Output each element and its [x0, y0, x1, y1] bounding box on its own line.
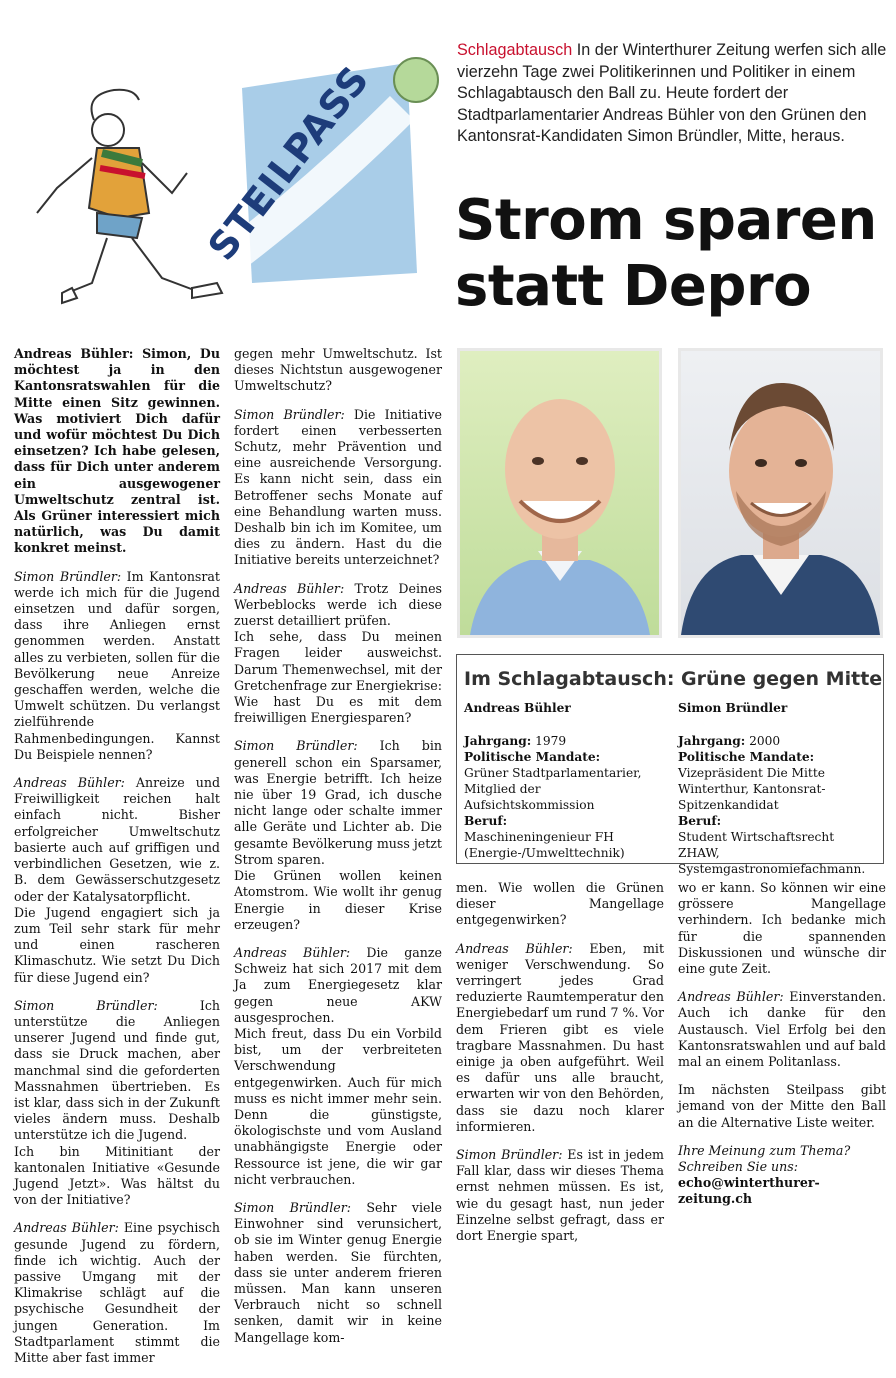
- person1-jahrgang: 1979: [535, 734, 567, 748]
- paragraph-text: Im nächsten Steilpass gibt jemand von der Mitte den Ball an die Alternative Liste weiter.: [678, 1082, 886, 1130]
- article-paragraph: [456, 941, 664, 1135]
- continued-text: Ich sehe, dass Du meinen Fragen leider ausweichst. Darum Themenwechsel, mit der Gretchenfrage zur Energiekrise: Wie hast Du es mit dem freiwilligen Energiesparen?: [234, 629, 442, 726]
- speaker-name: Andreas Bühler:: [234, 580, 345, 596]
- article-paragraph: [14, 775, 220, 986]
- photo-andreas-buehler: [457, 348, 662, 638]
- answer-text: Trotz Deines Werbeblocks werde ich diese zuerst detailliert prüfen.: [234, 580, 442, 629]
- intro-paragraph: [457, 40, 887, 148]
- infobox-title: Im Schlagabtausch: Grüne gegen Mitte: [464, 668, 883, 690]
- speaker-name: Andreas Bühler:: [456, 940, 573, 956]
- article-paragraph: [678, 1082, 886, 1131]
- person1-beruf: Maschineningenieur FH (Energie-/Umwelttechnik): [464, 830, 625, 860]
- infobox-person-2: [678, 700, 878, 877]
- person2-mandate-label: Politische Mandate:: [678, 750, 815, 764]
- column-4-body: [678, 880, 886, 1131]
- answer-text: Die ganze Schweiz hat sich 2017 mit dem Ja zum Energiegesetz klar gegen neue AKW ausgesprochen.: [234, 944, 442, 1025]
- answer-text: Anreize und Freiwilligkeit reichen halt einfach nicht. Bisher erfolgreicher Umweltschutz basierte auch auf griffigen und verbindlichen Gesetzen, wie z. B. dem Gewässerschutzgesetz oder der Katalysatorpflicht.: [14, 775, 221, 904]
- article-paragraph: [678, 880, 886, 977]
- answer-text: Sehr viele Einwohner sind verunsichert, ob sie im Winter genug Energie haben werden. Sie fürchten, dass sie unter anderem frieren müssen. Man kann unseren Verbrauch nicht so schnell senken, damit wir in keine Mangellage kom-: [234, 1199, 442, 1345]
- person2-mandate: Vizepräsident Die Mitte Winterthur, Kantonsrat-Spitzenkandidat: [678, 766, 826, 812]
- speaker-name: Andreas Bühler:: [14, 775, 125, 791]
- person2-jahrgang-label: Jahrgang:: [678, 734, 746, 748]
- speaker-name: Simon Bründler:: [234, 1199, 351, 1215]
- photo-simon-bruendler: [678, 348, 883, 638]
- article-paragraph: [14, 346, 220, 557]
- text-column-4: [678, 880, 886, 1208]
- speaker-name: Simon Bründler:: [456, 1147, 563, 1163]
- speaker-name: Andreas Bühler:: [234, 944, 351, 960]
- contact-prompt-1: Ihre Meinung zum Thema?: [678, 1142, 851, 1158]
- continued-text: Die Jugend engagiert sich ja zum Teil sehr stark für mehr und einen rascheren Klimaschutz. Wie setzt Du Dich für diese Jugend ein?: [14, 904, 220, 985]
- article-paragraph: [14, 1220, 220, 1366]
- contact-block: [678, 1143, 886, 1175]
- answer-text: Eine psychisch gesunde Jugend zu fördern, finde ich wichtig. Auch der passive Umgang mit der Klimakrise schlägt auf die psychische Gesundheit der jungen Generation. Im Stadtparlament stimmt die Mitte aber fast immer: [14, 1220, 220, 1365]
- text-column-2: [234, 346, 442, 1358]
- person1-beruf-label: Beruf:: [464, 814, 508, 828]
- article-paragraph: [234, 945, 442, 1188]
- article-paragraph: [14, 998, 220, 1209]
- paragraph-text: wo er kann. So können wir eine grössere Mangellage verhindern. Ich bedanke mich für die spannenden Diskussionen und wünsche dir eine gute Zeit.: [678, 880, 886, 977]
- headline-line2: statt Depro: [455, 254, 812, 319]
- answer-text: Im Kantonsrat werde ich mich für die Jugend einsetzen und dafür sorgen, dass ihre Anliegen ernst genommen werden. Anstatt alles zu verbieten, sollen für die Bevölkerung neue Anreize geschaffen werden, welche die Umwelt schützen. Du verlangst zielführende Rahmenbedingungen. Kannst Du Beispiele nennen?: [14, 568, 220, 762]
- article-paragraph: [456, 880, 664, 929]
- article-paragraph: [456, 1147, 664, 1244]
- answer-text: Die Initiative fordert einen verbesserten Schutz, mehr Prävention und eine ausreichende Versorgung. Es kann nicht sein, dass ein Betroffener sechs Monate auf eine Behandlung warten muss. Deshalb bin ich im Komitee, um dies zu ändern. Hast du die Initiative bereits unterzeichnet?: [234, 406, 442, 568]
- continued-text: Ich bin Mitinitiant der kantonalen Initiative «Gesunde Jugend Jetzt». Was hältst du von der Initiative?: [14, 1143, 220, 1208]
- continued-text: Mich freut, dass Du ein Vorbild bist, um der verbreiteten Verschwendung entgegenwirken. Auch für mich muss es nicht immer mehr sein. Denn die günstigste, ökologischste und vom Ausland unabhängigste Energie oder Ressource ist jene, die wir gar nicht verbrauchen.: [234, 1025, 442, 1187]
- person1-name: Andreas Bühler: [464, 701, 571, 715]
- person1-mandate: Grüner Stadtparlamentarier, Mitglied der Aufsichtskommission: [464, 766, 642, 812]
- text-column-1: [14, 346, 220, 1378]
- person2-beruf: Student Wirtschaftsrecht ZHAW, Systemgastronomiefachmann.: [678, 830, 866, 876]
- portrait-simon-icon: [681, 351, 880, 635]
- article-paragraph: [234, 407, 442, 569]
- article-paragraph: [234, 346, 442, 395]
- speaker-name: Simon Bründler:: [234, 738, 358, 754]
- article-paragraph: [234, 1200, 442, 1346]
- portrait-andreas-icon: [460, 351, 659, 635]
- answer-text: Ich unterstütze die Anliegen unserer Jugend und finde gut, dass sie Druck machen, aber manchmal sind die geforderten Massnahmen übertrieben. Es ist klar, dass sich in der Zukunft vieles ändern muss. Deshalb unterstütze ich die Jugend.: [14, 997, 220, 1143]
- intro-kicker: Schlagabtausch: [457, 41, 573, 59]
- paragraph-text: gegen mehr Umweltschutz. Ist dieses Nichtstun ausgewogener Umweltschutz?: [234, 346, 442, 394]
- article-paragraph: [234, 738, 442, 932]
- contact-prompt-2: Schreiben Sie uns:: [678, 1159, 798, 1175]
- headline-line1: Strom sparen: [455, 188, 877, 253]
- steilpass-logo-text: STEILPASS: [199, 57, 378, 269]
- ball-icon: [394, 58, 438, 102]
- answer-text: Es ist in jedem Fall klar, dass wir dieses Thema ernst nehmen müssen. Es ist, wie du gesagt hast, nun jeder Einzelne selbst gefragt, dass er dort Energie spart,: [456, 1147, 664, 1244]
- person1-mandate-label: Politische Mandate:: [464, 750, 601, 764]
- answer-text: Ich bin generell schon ein Sparsamer, was Energie betrifft. Ich heize nie über 19 Grad, ich dusche nicht lange oder schalte immer alle Geräte und Lichter ab. Die gesamte Bevölkerung muss jetzt Strom sparen.: [234, 738, 442, 867]
- answer-text: Eben, mit weniger Verschwendung. So verringert jedes Grad reduzierte Raumtemperatur den Energiebedarf um rund 7 %. Vor dem Frieren gibt es viele tragbare Massnahmen. Du hast einige ja oben aufgeführt. Weil es dafür uns alle braucht, erwarten wir von den Behörden, dass sie dazu noch klarer informieren.: [456, 940, 664, 1134]
- runner-figure: [37, 90, 222, 303]
- speaker-name: Simon Bründler:: [234, 406, 345, 422]
- speaker-name: Andreas Bühler:: [14, 1220, 119, 1236]
- person2-name: Simon Bründler: [678, 701, 788, 715]
- contact-email-link[interactable]: echo@winterthurer-zeitung.ch: [678, 1175, 820, 1207]
- infobox-person-1: [464, 700, 664, 861]
- speaker-name: Simon Bründler:: [14, 568, 122, 584]
- paragraph-text: men. Wie wollen die Grünen dieser Mangellage entgegenwirken?: [456, 880, 664, 928]
- person2-jahrgang: 2000: [749, 734, 781, 748]
- headline: [455, 188, 885, 320]
- answer-text: Einverstanden. Auch ich danke für den Austausch. Viel Erfolg bei den Kantonsratswahlen und auf bald mal an einem Politanlass.: [678, 989, 886, 1070]
- person2-beruf-label: Beruf:: [678, 814, 722, 828]
- question-text: Andreas Bühler: Simon, Du möchtest ja in den Kantonsratswahlen für die Mitte einen Sitz gewinnen. Was motiviert Dich dafür und wofür möchtest Du Dich einsetzen? Ich habe gelesen, dass für Dich unter anderem ein ausgewogener Umweltschutz zentral ist. Als Grüner interessiert mich natürlich, was Du damit konkret meinst.: [14, 346, 220, 556]
- article-paragraph: [14, 569, 220, 763]
- speaker-name: Andreas Bühler:: [678, 989, 784, 1005]
- intro-text: In der Winterthurer Zeitung werfen sich alle vierzehn Tage zwei Politikerinnen und Politiker in einem Schlagabtausch den Ball zu. Heute fordert der Stadtparlamentarier Andreas Bühler von den Grünen den Kantonsrat-Kandidaten Simon Bründler, Mitte, heraus.: [457, 41, 887, 145]
- speaker-name: Simon Bründler:: [14, 997, 158, 1013]
- continued-text: Die Grünen wollen keinen Atomstrom. Wie wollt ihr genug Energie in dieser Krise erzeugen?: [234, 868, 442, 932]
- person1-jahrgang-label: Jahrgang:: [464, 734, 532, 748]
- article-paragraph: [678, 989, 886, 1070]
- article-paragraph: [234, 581, 442, 727]
- steilpass-illustration: [12, 38, 442, 318]
